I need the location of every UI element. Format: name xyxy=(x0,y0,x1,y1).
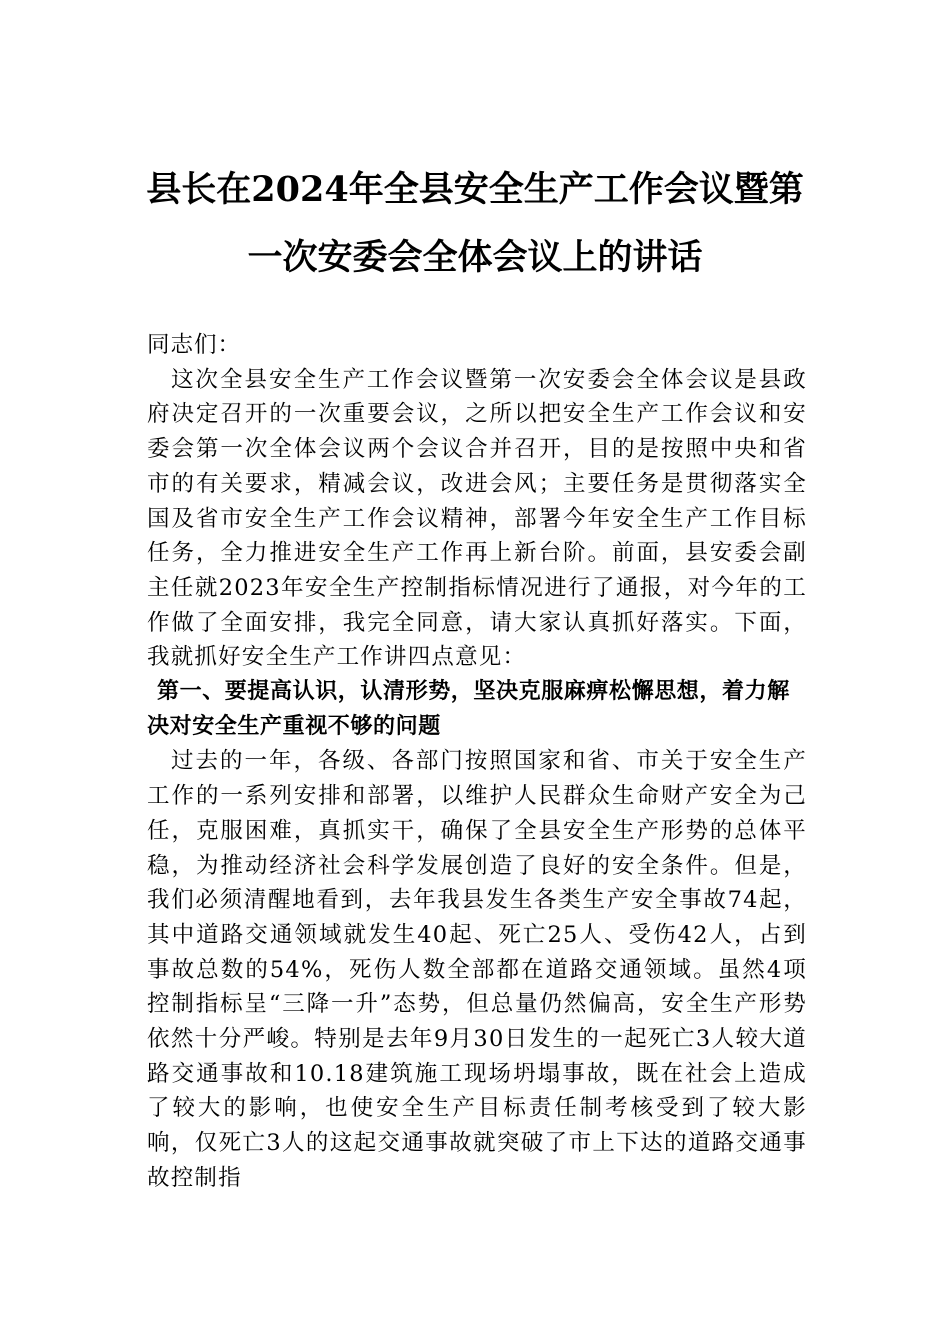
paragraph-intro: 这次全县安全生产工作会议暨第一次安委会全体会议是县政府决定召开的一次重要会议，之所以把安全生产工作会议和安委会第一次全体会议两个会议合并召开，目的是按照中央和省市的有关要求，精减会议，改进会风；主要任务是贯彻落实全国及省市安全生产工作会议精神，部署今年安全生产工作目标任务，全力推进安全生产工作再上新台阶。前面，县安委会副主任就2023年安全生产控制指标情况进行了通报，对今年的工作做了全面安排，我完全同意，请大家认真抓好落实。下面，我就抓好安全生产工作讲四点意见： xyxy=(147,366,807,671)
title-line-1: 县长在2024年全县安全生产工作会议暨第 xyxy=(146,169,804,210)
salutation: 同志们： xyxy=(147,332,242,358)
section-heading-1: 第一、要提高认识，认清形势，坚决克服麻痹松懈思想，着力解决对安全生产重视不够的问题 xyxy=(147,679,790,739)
paragraph-section-1: 过去的一年，各级、各部门按照国家和省、市关于安全生产工作的一系列安排和部署，以维护人民群众生命财产安全为己任，克服困难，真抓实干，确保了全县安全生产形势的总体平稳，为推动经济社会科学发展创造了良好的安全条件。但是，我们必须清醒地看到，去年我县发生各类生产安全事故74起，其中道路交通领域就发生40起、死亡25人、受伤42人，占到事故总数的54%，死伤人数全部都在道路交通领域。虽然4项控制指标呈“三降一升”态势，但总量仍然偏高，安全生产形势依然十分严峻。特别是去年9月30日发生的一起死亡3人较大道路交通事故和10.18建筑施工现场坍塌事故，既在社会上造成了较大的影响，也使安全生产目标责任制考核受到了较大影响，仅死亡3人的这起交通事故就突破了市上下达的道路交通事故控制指 xyxy=(147,748,807,1191)
document-body xyxy=(147,328,807,1196)
document-title xyxy=(140,156,810,292)
title-line-2: 一次安委会全体会议上的讲话 xyxy=(247,237,703,278)
